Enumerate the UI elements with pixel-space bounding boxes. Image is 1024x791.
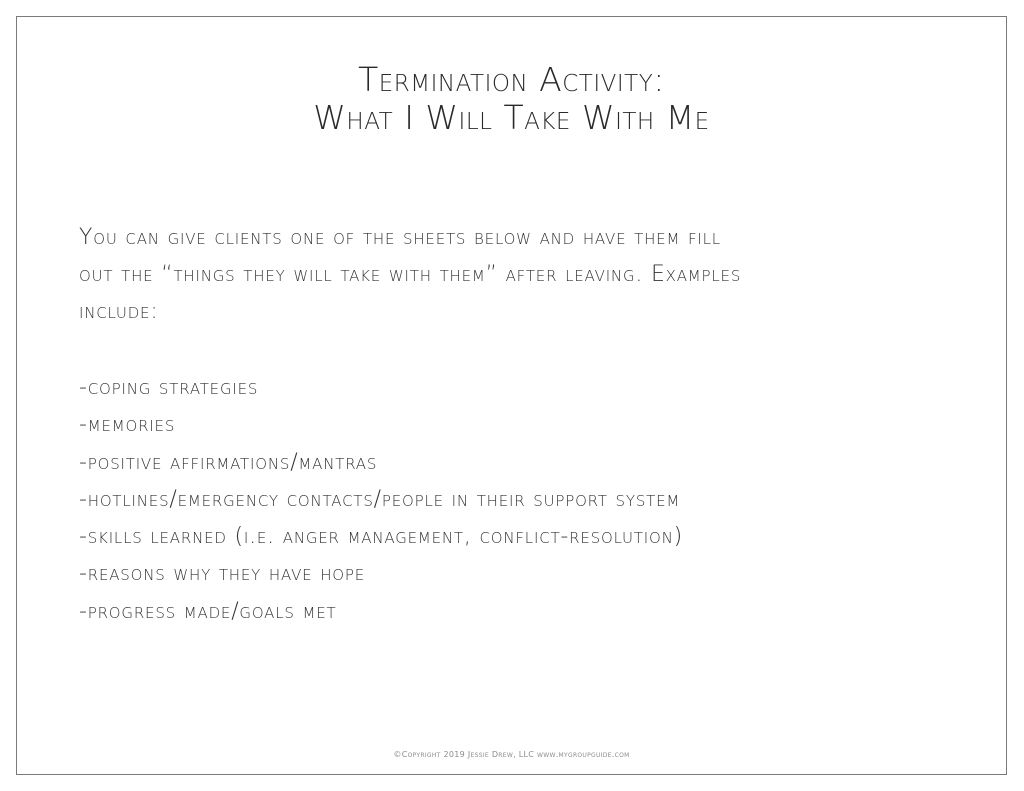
list-item: -hotlines/emergency contacts/people in their support system [79,486,681,512]
title-line-2: What I Will Take With Me [313,98,710,137]
list-item: -progress made/goals met [79,598,337,624]
list-item: -memories [79,412,176,438]
title-line-1: Termination Activity: [358,60,665,99]
intro-line: You can give clients one of the sheets below and have them fill [79,225,721,250]
intro-paragraph [79,219,959,330]
examples-list [79,369,683,630]
copyright-footer: ©Copyright 2019 Jessie Drew, LLC www.mygroupguide.com [393,750,630,759]
page-title [17,61,1006,137]
intro-line: out the “things they will take with them” after leaving. Examples [79,262,742,287]
intro-line: include: [79,299,159,324]
list-item: -positive affirmations/mantras [79,449,378,475]
list-item: -skills learned (i.e. anger management, conflict-resolution) [79,524,683,550]
page-border [16,16,1007,775]
list-item: -coping strategies [79,375,259,400]
list-item: -reasons why they have hope [79,561,366,587]
